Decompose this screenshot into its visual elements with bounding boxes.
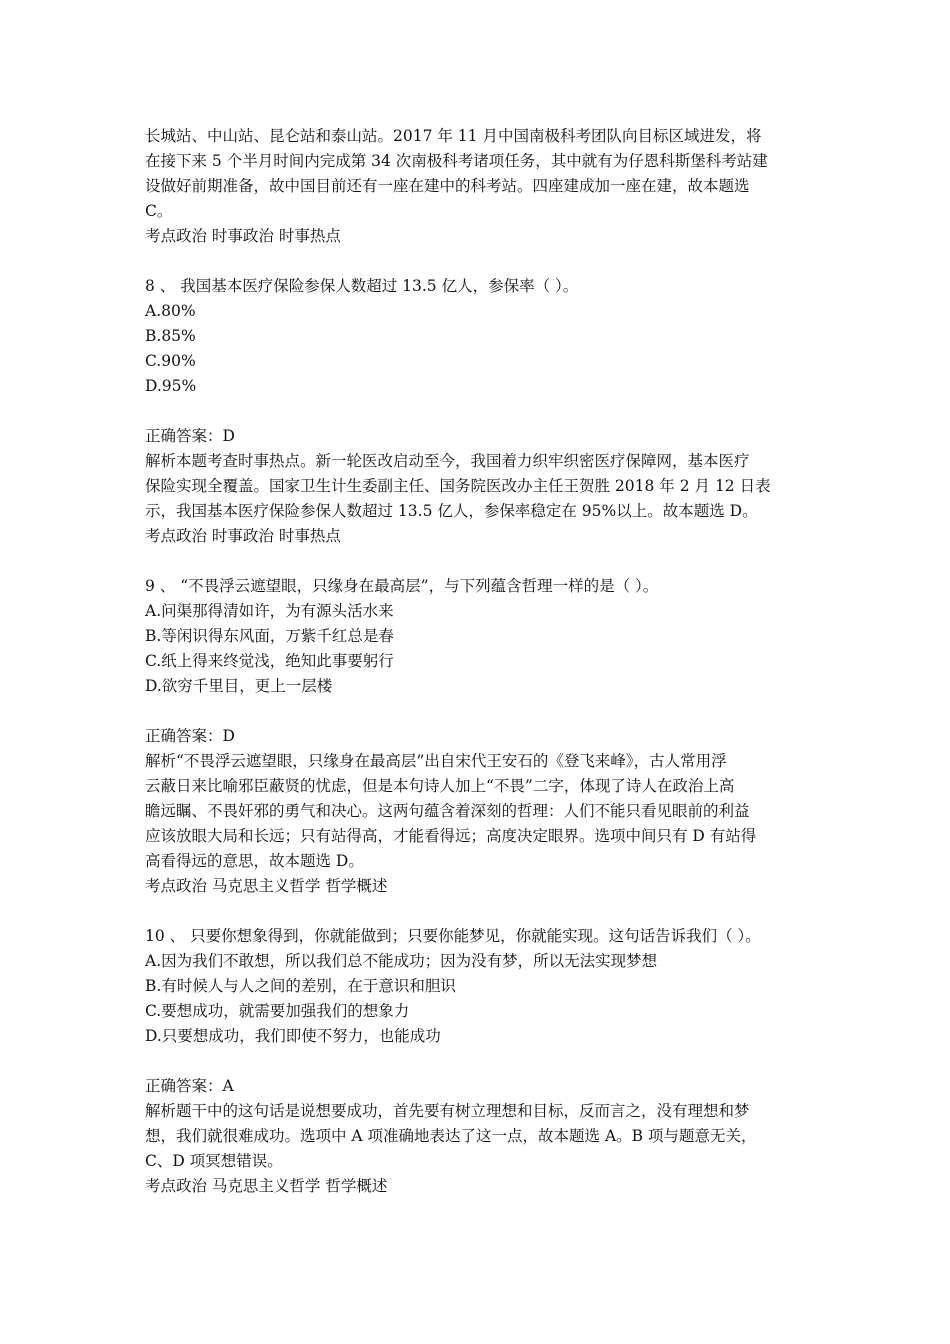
q9-analysis-line: 云蔽日来比喻邪臣蔽贤的忧虑，但是本句诗人加上“不畏”二字，体现了诗人在政治上高 <box>145 777 735 795</box>
intro-line: 设做好前期准备，故中国目前还有一座在建中的科考站。四座建成加一座在建，故本题选 <box>145 177 750 195</box>
q9-option-b: B.等闲识得东风面，万紫千红总是春 <box>145 627 394 645</box>
q8-option-d: D.95% <box>145 377 197 395</box>
spacer <box>145 1049 825 1074</box>
q8-option-a: A.80% <box>145 302 196 320</box>
q9-option-a: A.问渠那得清如许，为有源头活水来 <box>145 602 394 620</box>
spacer <box>145 899 825 924</box>
q8-analysis-line: 示，我国基本医疗保险参保人数超过 13.5 亿人，参保率稳定在 95%以上。故本题选 D。 <box>145 502 758 520</box>
intro-line: 长城站、中山站、昆仑站和泰山站。2017 年 11 月中国南极科考团队向目标区域进发，将 <box>145 127 762 145</box>
q9-question: 9 、 “不畏浮云遮望眼，只缘身在最高层”，与下列蕴含哲理一样的是（ ）。 <box>145 577 659 595</box>
q8-analysis-line: 保险实现全覆盖。国家卫生计生委副主任、国务院医改办主任王贺胜 2018 年 2 月 12 日表 <box>145 477 771 495</box>
q10-analysis-line: C、D 项冥想错误。 <box>145 1152 283 1170</box>
q8-option-b: B.85% <box>145 327 196 345</box>
q10-option-c: C.要想成功，就需要加强我们的想象力 <box>145 1002 410 1020</box>
q9-option-d: D.欲穷千里目，更上一层楼 <box>145 677 333 695</box>
spacer <box>145 399 825 424</box>
q10-question: 10 、 只要你想象得到，你就能做到；只要你能梦见，你就能实现。这句话告诉我们（ ）。 <box>145 927 761 945</box>
q9-analysis-line: 应该放眼大局和长远；只有站得高，才能看得远；高度决定眼界。选项中间只有 D 有站得 <box>145 827 757 845</box>
spacer <box>145 699 825 724</box>
q10-option-b: B.有时候人与人之间的差别，在于意识和胆识 <box>145 977 456 995</box>
q8-analysis-line: 解析本题考查时事热点。新一轮医改启动至今，我国着力织牢织密医疗保障网，基本医疗 <box>145 452 750 470</box>
intro-line: 在接下来 5 个半月时间内完成第 34 次南极科考诸项任务，其中就有为仔恩科斯堡科考站建 <box>145 152 768 170</box>
q10-option-d: D.只要想成功，我们即使不努力，也能成功 <box>145 1027 441 1045</box>
spacer <box>145 549 825 574</box>
intro-tags: 考点政治 时事政治 时事热点 <box>145 227 341 245</box>
q9-analysis-line: 高看得远的意思，故本题选 D。 <box>145 852 364 870</box>
q8-tags: 考点政治 时事政治 时事热点 <box>145 527 341 545</box>
intro-line: C。 <box>145 202 173 220</box>
q10-analysis-line: 想，我们就很难成功。选项中 A 项准确地表达了这一点，故本题选 A。B 项与题意无关， <box>145 1127 757 1145</box>
q9-option-c: C.纸上得来终觉浅，绝知此事要躬行 <box>145 652 394 670</box>
q10-answer: 正确答案：A <box>145 1077 234 1095</box>
q9-analysis-line: 解析“不畏浮云遮望眼，只缘身在最高层”出自宋代王安石的《登飞来峰》，古人常用浮 <box>145 752 727 770</box>
document-page <box>145 124 825 1199</box>
spacer <box>145 249 825 274</box>
q8-answer: 正确答案：D <box>145 427 235 445</box>
q8-question: 8 、 我国基本医疗保险参保人数超过 13.5 亿人，参保率（ ）。 <box>145 277 579 295</box>
q9-answer: 正确答案：D <box>145 727 235 745</box>
q9-tags: 考点政治 马克思主义哲学 哲学概述 <box>145 877 388 895</box>
q8-option-c: C.90% <box>145 352 196 370</box>
q10-tags: 考点政治 马克思主义哲学 哲学概述 <box>145 1177 388 1195</box>
q10-option-a: A.因为我们不敢想，所以我们总不能成功；因为没有梦，所以无法实现梦想 <box>145 952 658 970</box>
q10-analysis-line: 解析题干中的这句话是说想要成功，首先要有树立理想和目标，反而言之，没有理想和梦 <box>145 1102 750 1120</box>
q9-analysis-line: 瞻远瞩、不畏奸邪的勇气和决心。这两句蕴含着深刻的哲理：人们不能只看见眼前的利益 <box>145 802 750 820</box>
